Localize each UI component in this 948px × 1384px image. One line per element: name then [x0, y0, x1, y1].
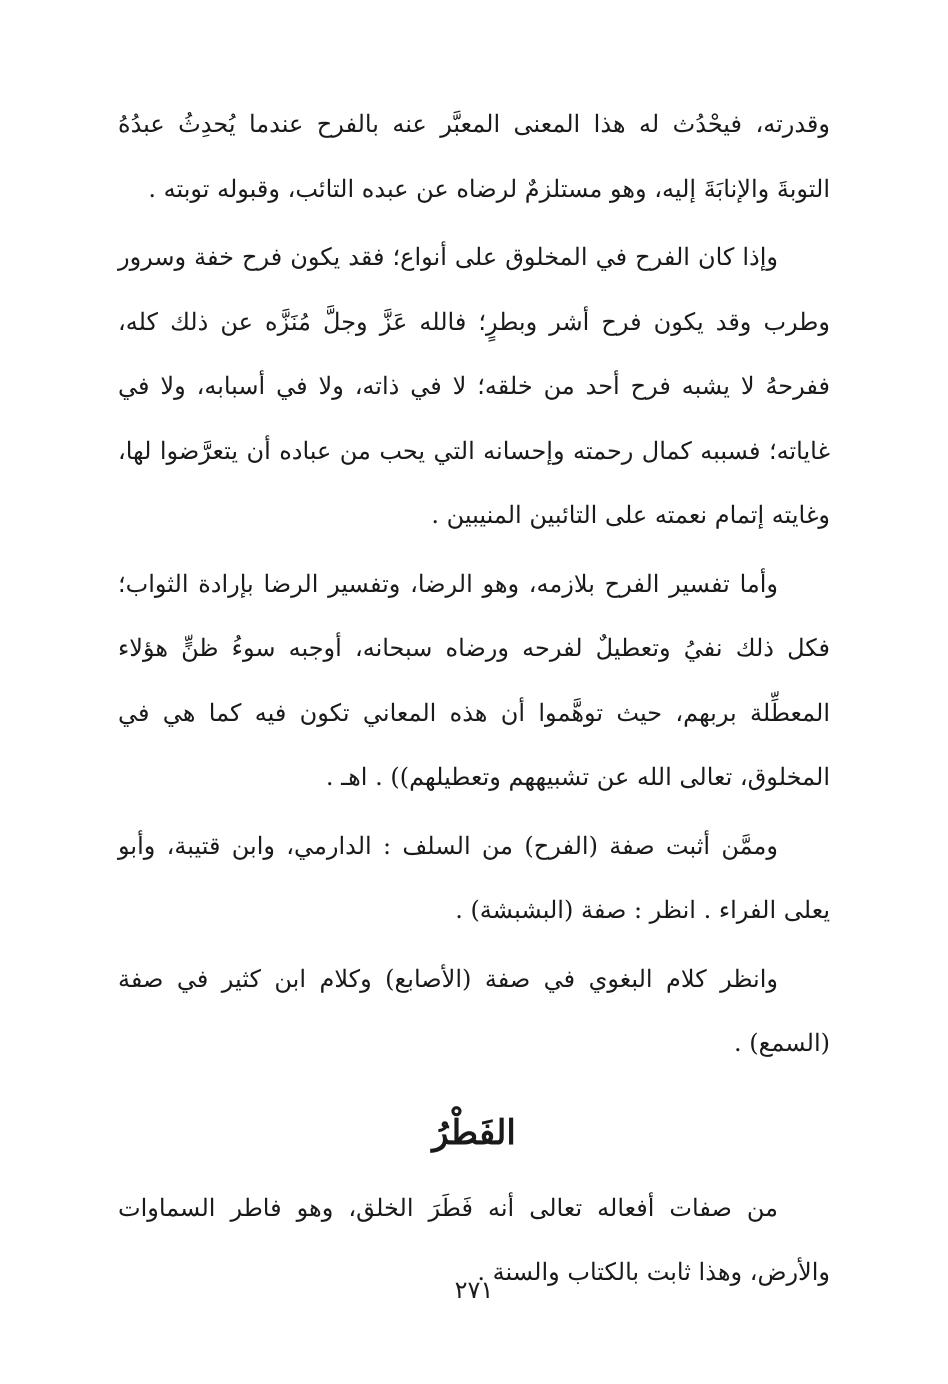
- paragraph-1: وقدرته، فيحْدُث له هذا المعنى المعبَّر عنه بالفرح عندما يُحدِثُ عبدُهُ التوبةَ والإنابَةَ إليه، وهو مستلزمٌ لرضاه عن عبده التائب، وقبوله توبته .: [118, 110, 830, 203]
- section-heading: الفَطْرُ: [432, 1112, 516, 1153]
- paragraph-5: وانظر كلام البغوي في صفة (الأصابع) وكلام ابن كثير في صفة (السمع) .: [118, 964, 830, 1057]
- paragraph-6: من صفات أفعاله تعالى أنه فَطَرَ الخلق، وهو فاطر السماوات والأرض، وهذا ثابت بالكتاب والسنة .: [118, 1193, 830, 1286]
- paragraph-3: وأما تفسير الفرح بلازمه، وهو الرضا، وتفسير الرضا بإرادة الثواب؛ فكل ذلك نفيُ وتعطيلٌ لفرحه ورضاه سبحانه، أوجبه سوءُ ظنٍّ هؤلاء المعطِّلة بربهم، حيث توهَّموا أن هذه المعاني تكون فيه كما هي في المخلوق، تعالى الله عن تشبيههم وتعطيلهم)) . اهـ .: [118, 569, 830, 791]
- paragraph-2: وإذا كان الفرح في المخلوق على أنواع؛ فقد يكون فرح خفة وسرور وطرب وقد يكون فرح أشر وبطرٍ؛ فالله عَزَّ وجلَّ مُنَزَّه عن ذلك كله، ففرحهُ لا يشبه فرح أحد من خلقه؛ لا في ذاته، ولا في أسبابه، ولا في غاياته؛ فسببه كمال رحمته وإحسانه التي يحب من عباده أن يتعرَّضوا لها، وغايته إتمام نعمته على التائبين المنيبين .: [118, 243, 830, 529]
- page-number: ٢٧١: [454, 1276, 494, 1304]
- paragraph-4: وممَّن أثبت صفة (الفرح) من السلف : الدارمي، وابن قتيبة، وأبو يعلى الفراء . انظر : صفة (البشبشة) .: [118, 831, 830, 924]
- page-body: [118, 92, 830, 1305]
